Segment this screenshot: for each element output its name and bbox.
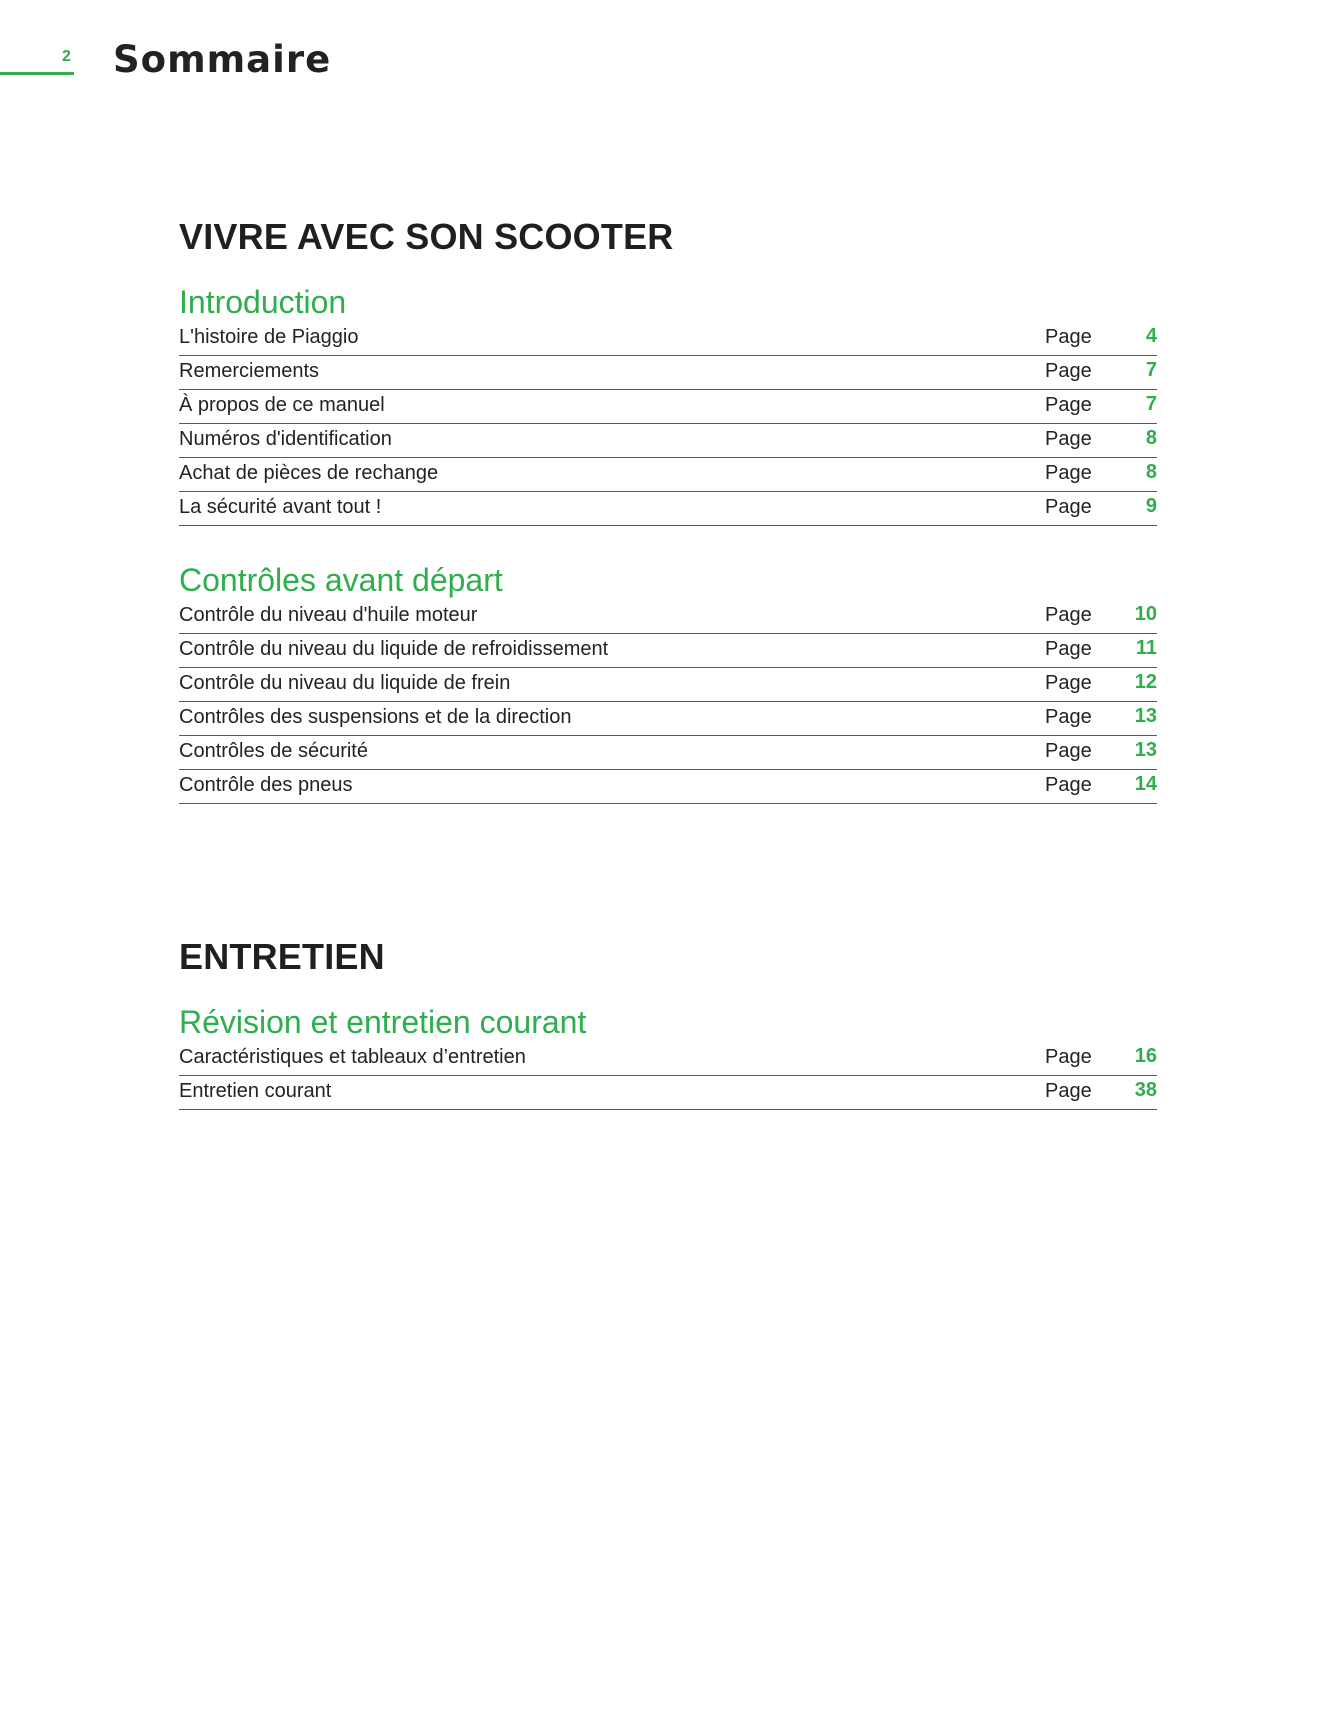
toc-page-word: Page (1045, 360, 1092, 382)
toc-entry-label: Contrôle du niveau du liquide de refroidissement (179, 638, 609, 660)
toc-entry[interactable] (179, 702, 1157, 736)
toc-page-word: Page (1045, 1080, 1092, 1102)
toc-entry[interactable] (179, 1042, 1157, 1076)
toc-page-number: 16 (1134, 1045, 1157, 1067)
toc-entry-label: Achat de pièces de rechange (179, 462, 439, 484)
toc-page-word: Page (1045, 740, 1092, 762)
toc-entry-label: Contrôle du niveau d'huile moteur (179, 604, 478, 626)
toc-page-number: 12 (1134, 671, 1157, 693)
toc-page-number: 11 (1135, 637, 1157, 659)
toc-page-number: 10 (1134, 603, 1157, 625)
toc-entry[interactable] (179, 668, 1157, 702)
toc-page-word: Page (1045, 706, 1092, 728)
toc-page-number: 38 (1134, 1079, 1157, 1101)
toc-entry-label: Contrôles de sécurité (179, 740, 368, 762)
toc-entry[interactable] (179, 770, 1157, 804)
toc-entry-label: À propos de ce manuel (179, 394, 385, 416)
toc-page-number: 7 (1145, 393, 1157, 415)
toc-entry[interactable] (179, 458, 1157, 492)
toc-entry-label: Contrôles des suspensions et de la direction (179, 706, 572, 728)
toc-page-number: 13 (1134, 705, 1157, 727)
section-title-introduction: Introduction (179, 284, 347, 320)
toc-entry-label: Contrôle du niveau du liquide de frein (179, 672, 511, 694)
toc-entry[interactable] (179, 322, 1157, 356)
part-title-vivre: VIVRE AVEC SON SCOOTER (179, 216, 674, 257)
toc-entry-label: Numéros d'identification (179, 428, 392, 450)
toc-page-word: Page (1045, 496, 1092, 518)
toc-page-number: 4 (1145, 325, 1157, 347)
page-number: 2 (62, 48, 71, 65)
header-accent-rule (0, 72, 74, 75)
toc-list-introduction (179, 322, 1157, 526)
page-title: Sommaire (113, 38, 332, 81)
toc-page-word: Page (1045, 462, 1092, 484)
toc-entry[interactable] (179, 390, 1157, 424)
section-title-revision: Révision et entretien courant (179, 1004, 587, 1040)
toc-page-word: Page (1045, 326, 1092, 348)
toc-entry-label: Contrôle des pneus (179, 774, 353, 796)
toc-page-word: Page (1045, 604, 1092, 626)
part-title-entretien: ENTRETIEN (179, 936, 385, 977)
toc-page-number: 8 (1145, 461, 1157, 483)
toc-page-number: 9 (1145, 495, 1157, 517)
toc-entry-label: Caractéristiques et tableaux d’entretien (179, 1046, 526, 1068)
toc-entry[interactable] (179, 492, 1157, 526)
toc-page-word: Page (1045, 672, 1092, 694)
toc-page-word: Page (1045, 638, 1092, 660)
toc-list-revision (179, 1042, 1157, 1110)
toc-entry-label: Entretien courant (179, 1080, 332, 1102)
toc-entry-label: Remerciements (179, 360, 320, 382)
toc-page-number: 7 (1145, 359, 1157, 381)
toc-entry[interactable] (179, 424, 1157, 458)
section-title-controles: Contrôles avant départ (179, 562, 503, 598)
toc-page-number: 13 (1134, 739, 1157, 761)
toc-entry[interactable] (179, 600, 1157, 634)
toc-page-word: Page (1045, 1046, 1092, 1068)
toc-page-number: 14 (1134, 773, 1157, 795)
toc-page-word: Page (1045, 394, 1092, 416)
toc-page-number: 8 (1145, 427, 1157, 449)
toc-page-word: Page (1045, 774, 1092, 796)
toc-entry-label: La sécurité avant tout ! (179, 496, 382, 518)
toc-entry[interactable] (179, 356, 1157, 390)
toc-entry[interactable] (179, 736, 1157, 770)
toc-entry[interactable] (179, 1076, 1157, 1110)
page-header (0, 38, 360, 98)
toc-list-controles (179, 600, 1157, 804)
toc-entry-label: L'histoire de Piaggio (179, 326, 359, 348)
toc-page-word: Page (1045, 428, 1092, 450)
toc-entry[interactable] (179, 634, 1157, 668)
